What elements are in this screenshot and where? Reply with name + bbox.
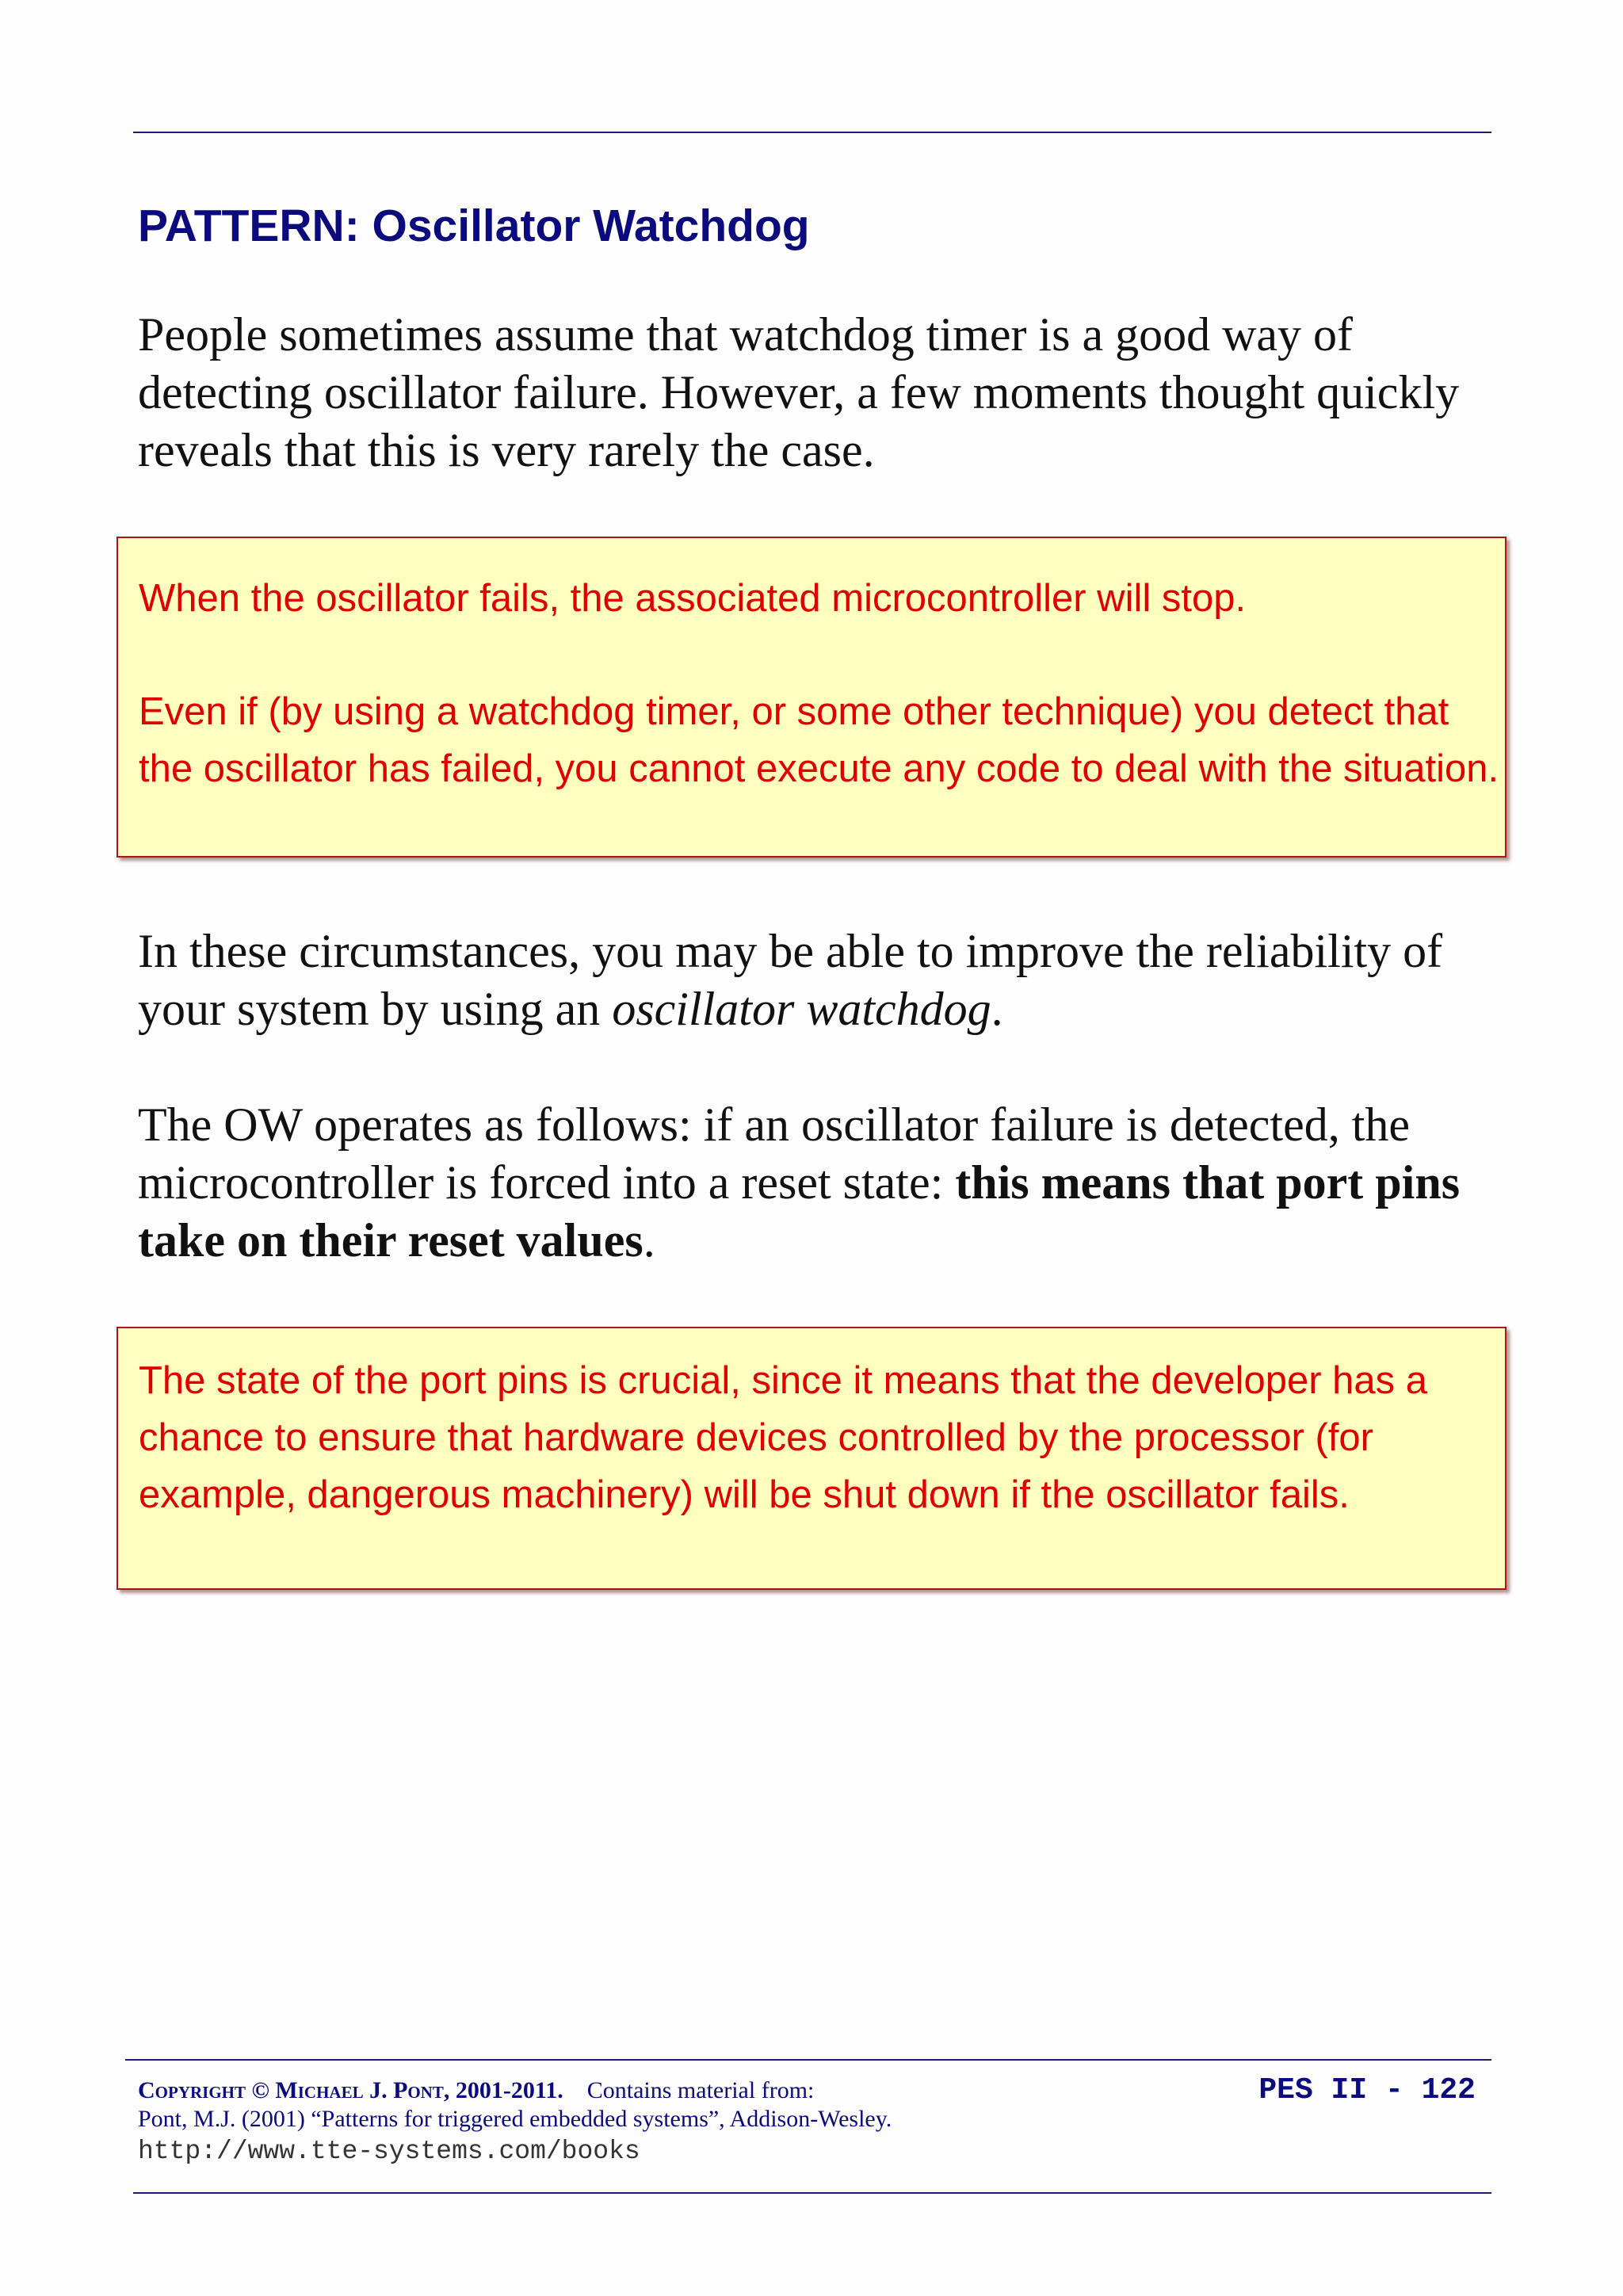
top-divider	[133, 132, 1491, 133]
emphasis-term: oscillator watchdog	[612, 983, 991, 1035]
callout-text: The state of the port pins is crucial, since it means that the developer has a chance to ensure that hardware devices controlled by the processor (for example, dangerous machinery) will be shut down if the oscillator fails.	[139, 1359, 1428, 1516]
contains-material-label: Contains material from:	[586, 2077, 815, 2103]
footer-copyright-line	[138, 2076, 814, 2105]
page-number: PES II - 122	[1258, 2073, 1476, 2107]
footer-divider-bottom	[133, 2192, 1491, 2194]
text-run: .	[991, 983, 1003, 1035]
paragraph-ow-operation	[138, 1096, 1485, 1270]
intro-paragraph: People sometimes assume that watchdog timer is a good way of detecting oscillator failure. However, a few moments thought quickly reveals that this is very rarely the case.	[138, 308, 1460, 476]
callout-box-port-pins	[116, 1327, 1507, 1590]
text-run: In these circumstances, you may be able to improve the reliability of your system by using an	[138, 925, 1443, 1035]
text-run: .	[643, 1214, 655, 1266]
callout-text: When the oscillator fails, the associated microcontroller will stop.	[139, 577, 1247, 620]
text-run: The OW operates as follows: if an oscillator failure is detected, the microcontroller is forced into a reset state:	[138, 1098, 1410, 1209]
paragraph-oscillator-watchdog	[138, 923, 1485, 1038]
footer-reference: Pont, M.J. (2001) “Patterns for triggered embedded systems”, Addison-Wesley.	[138, 2106, 892, 2132]
bold-statement: this means that port pins take on their reset values	[138, 1156, 1461, 1266]
callout-text: Even if (by using a watchdog timer, or some other technique) you detect that the oscillator has failed, you cannot execute any code to deal with the situation.	[139, 690, 1499, 790]
footer-url: http://www.tte-systems.com/books	[138, 2137, 640, 2166]
copyright-notice: Copyright © Michael J. Pont, 2001-2011.	[138, 2077, 563, 2103]
footer-divider-top	[125, 2059, 1491, 2061]
page-title: PATTERN: Oscillator Watchdog	[138, 201, 810, 251]
callout-box-oscillator-failure	[116, 537, 1507, 858]
